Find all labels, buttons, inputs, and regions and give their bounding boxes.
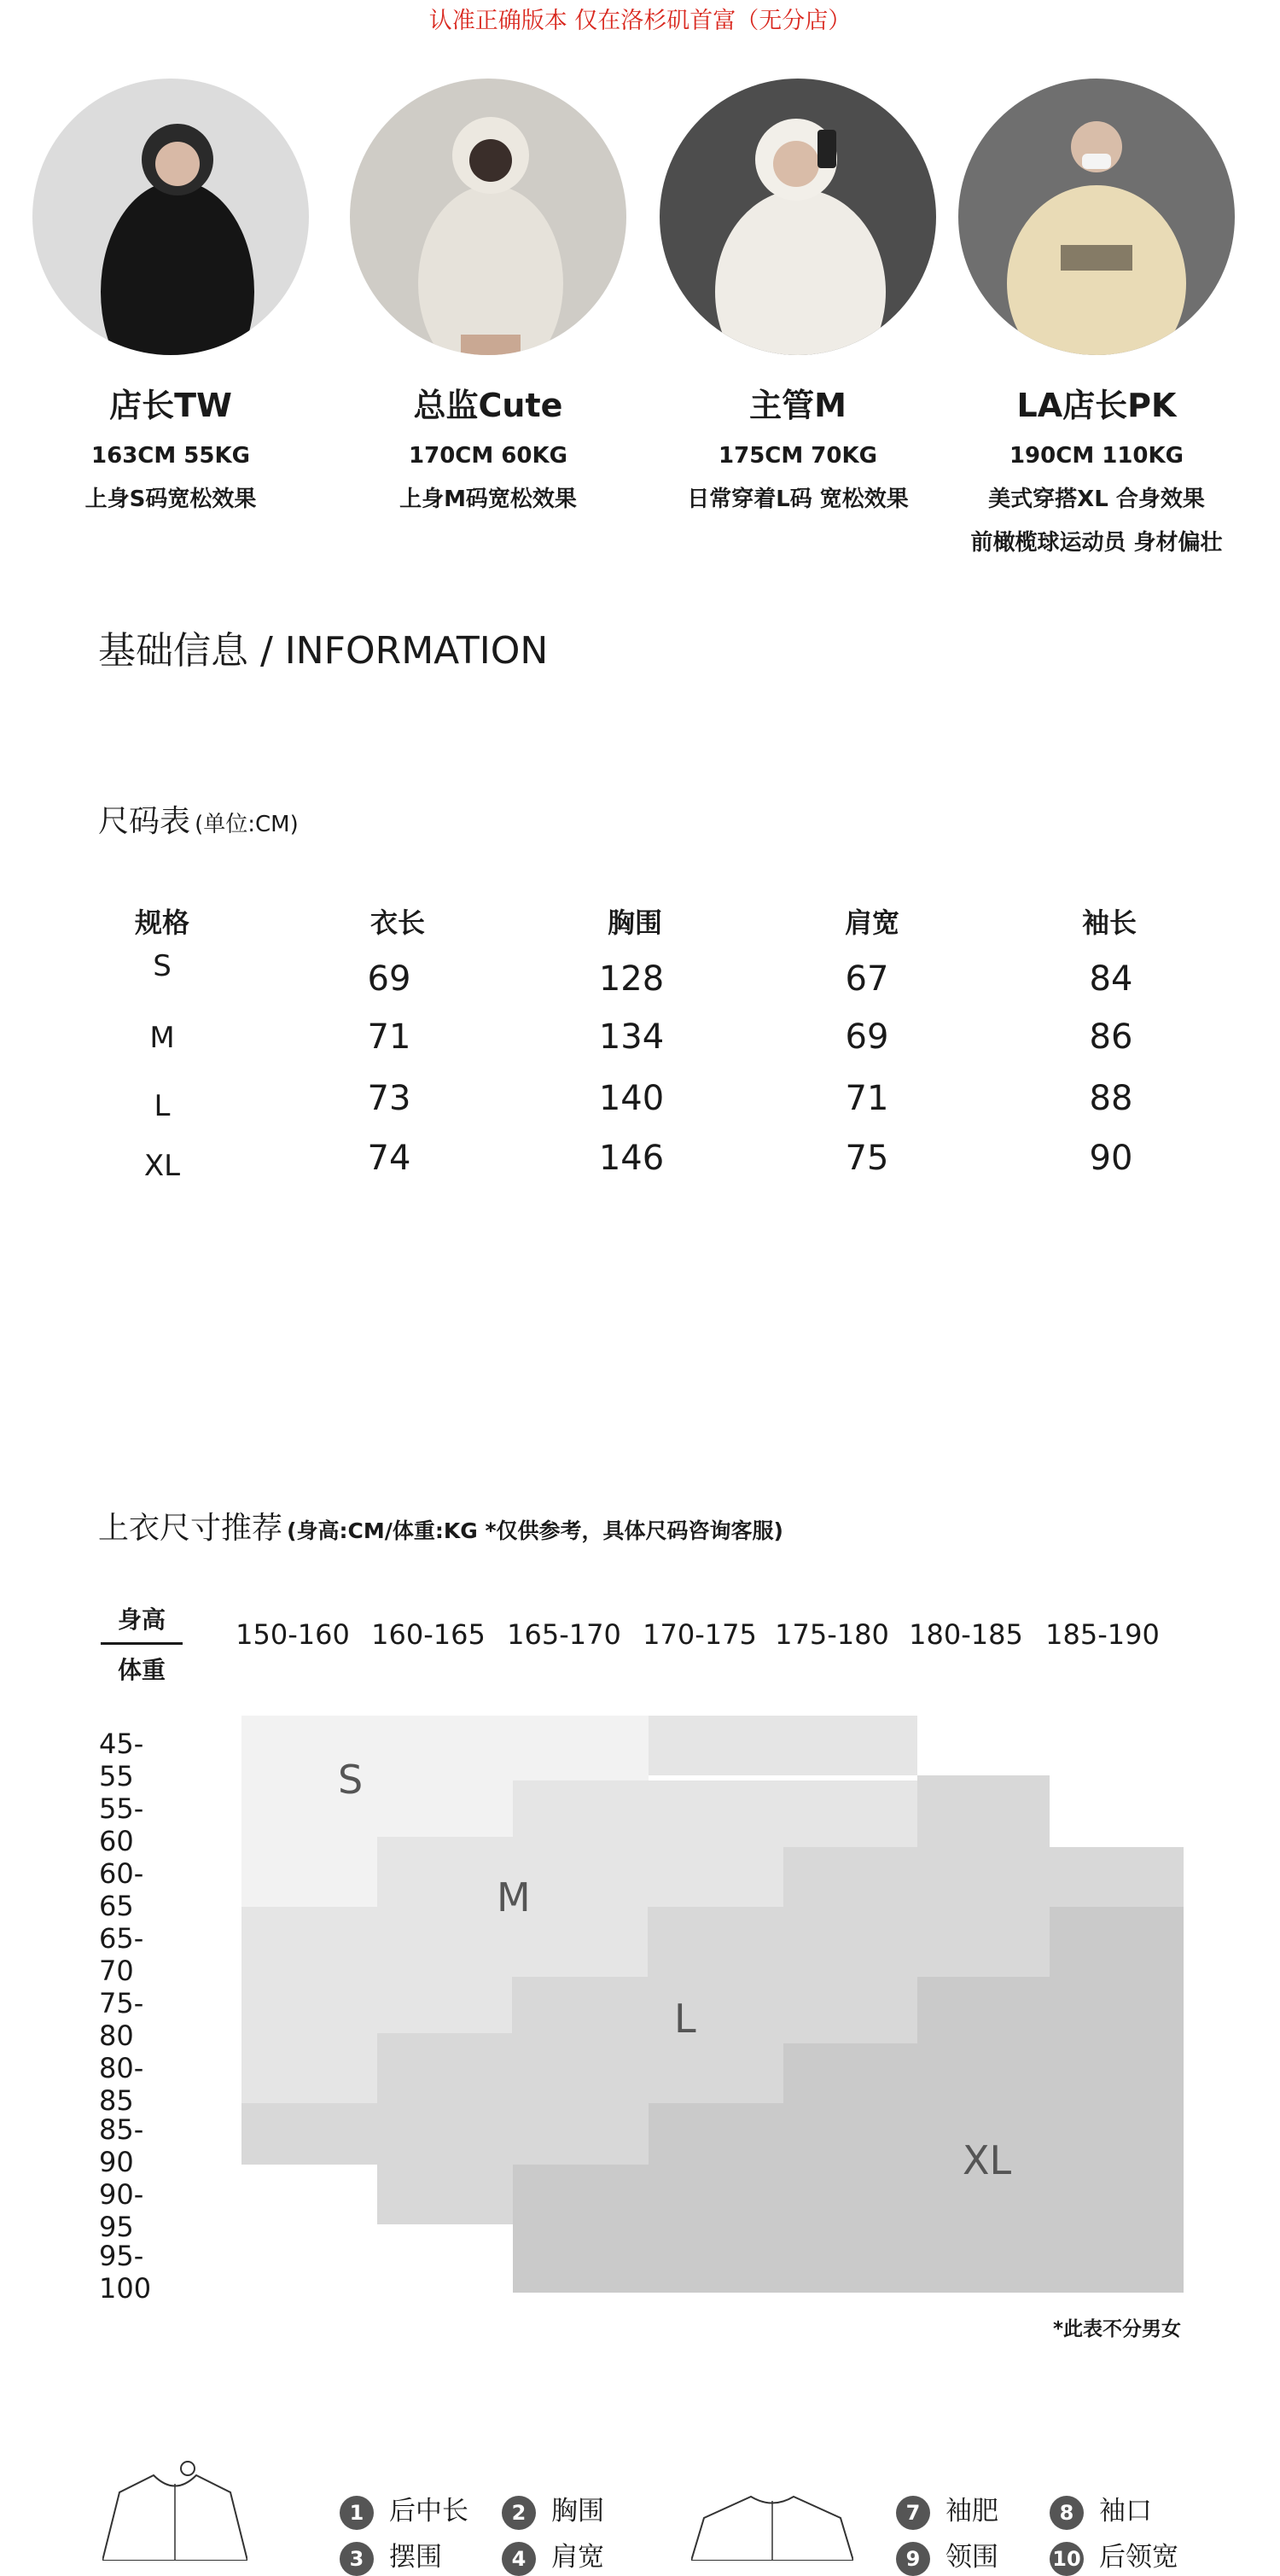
measure-number: 8: [1050, 2496, 1084, 2530]
zone-l-block: [377, 2033, 783, 2103]
table-cell: 88: [1089, 1079, 1133, 1118]
weight-range: 95-100: [99, 2240, 152, 2305]
measure-number: 9: [896, 2542, 930, 2576]
measure-number: 10: [1050, 2542, 1084, 2576]
zone-xl-block: [513, 2165, 1184, 2293]
corner-height-label: 身高: [117, 1606, 166, 1634]
grid-corner: [101, 1601, 183, 1686]
measure-number: 1: [340, 2496, 374, 2530]
measure-label: [340, 2489, 468, 2530]
model-note: 上身M码宽松效果: [399, 487, 577, 513]
table-header-cell: 胸围: [607, 906, 662, 939]
zone-xl-label: XL: [963, 2137, 1012, 2183]
model-note: 日常穿着L码 宽松效果: [687, 487, 909, 513]
height-range: 170-175: [643, 1618, 757, 1651]
model-note: 美式穿搭XL 合身效果: [988, 487, 1205, 513]
table-cell: 69: [367, 959, 411, 999]
zone-s-block: [241, 1716, 649, 1780]
recommend-title: 上衣尺寸推荐: [98, 1511, 283, 1546]
measure-text: 胸围: [551, 2496, 604, 2526]
table-cell: XL: [143, 1149, 181, 1183]
table-cell: L: [154, 1089, 171, 1123]
table-cell: 86: [1089, 1017, 1133, 1057]
footnote: *此表不分男女: [1053, 2318, 1182, 2340]
table-cell: 84: [1089, 959, 1133, 999]
table-header-cell: 袖长: [1081, 906, 1137, 939]
table-cell: 146: [598, 1139, 665, 1178]
table-cell: 128: [598, 959, 665, 999]
measure-label: [502, 2535, 604, 2576]
measure-label: [340, 2535, 442, 2576]
measure-number: 7: [896, 2496, 930, 2530]
table-cell: 73: [367, 1079, 411, 1118]
front-garment-diagram: [102, 2458, 247, 2561]
weight-range: 75-80: [99, 1987, 144, 2052]
recommend-heading: [98, 1504, 783, 1547]
measure-text: 后中长: [389, 2496, 468, 2526]
zone-m-block: [241, 2033, 377, 2103]
model-stats: 163CM 55KG: [91, 443, 250, 469]
measure-label: [1050, 2535, 1178, 2576]
table-cell: S: [153, 949, 172, 983]
weight-range: 90-95: [99, 2178, 144, 2243]
back-garment-diagram: [691, 2492, 853, 2561]
measure-number: 2: [502, 2496, 536, 2530]
zone-m-block: [649, 1716, 917, 1775]
size-table-unit: (单位:CM): [195, 812, 299, 837]
zone-m-label: M: [497, 1874, 531, 1920]
model-name: 店长TW: [109, 387, 232, 424]
measure-text: 袖肥: [945, 2496, 998, 2526]
table-cell: M: [149, 1021, 175, 1055]
table-cell: 90: [1089, 1139, 1133, 1178]
measure-text: 领围: [945, 2542, 998, 2573]
height-range: 165-170: [507, 1618, 621, 1651]
measure-number: 4: [502, 2542, 536, 2576]
table-cell: 74: [367, 1139, 411, 1178]
zone-m-block: [377, 1837, 783, 1907]
table-cell: 71: [367, 1017, 411, 1057]
measure-text: 袖口: [1099, 2496, 1152, 2526]
table-cell: 67: [845, 959, 889, 999]
measure-label: [896, 2535, 998, 2576]
corner-weight-label: 体重: [117, 1656, 166, 1684]
measure-text: 后领宽: [1099, 2542, 1178, 2573]
measure-label: [502, 2489, 604, 2530]
table-header-cell: 规格: [134, 906, 189, 939]
recommend-subtitle: (身高:CM/体重:KG *仅供参考，具体尺码咨询客服): [287, 1518, 783, 1543]
model-note-2: 前橄榄球运动员 身材偏壮: [970, 530, 1223, 557]
zone-l-block: [783, 1847, 1184, 1907]
zone-l-block: [241, 2103, 649, 2165]
weight-range: 55-60: [99, 1792, 144, 1857]
table-cell: 134: [598, 1017, 665, 1057]
zone-s-label: S: [338, 1757, 364, 1803]
top-banner: 认准正确版本 仅在洛杉矶首富（无分店）: [428, 8, 852, 34]
weight-range: 65-70: [99, 1922, 144, 1987]
model-stats: 170CM 60KG: [409, 443, 567, 469]
zone-l-label: L: [674, 1996, 696, 2042]
model-stats: 190CM 110KG: [1009, 443, 1184, 469]
measure-text: 肩宽: [551, 2542, 604, 2573]
zone-xl-block: [783, 2043, 1184, 2103]
measure-text: 摆围: [389, 2542, 442, 2573]
model-name: 主管M: [749, 387, 847, 424]
height-range: 150-160: [236, 1618, 350, 1651]
table-cell: 75: [845, 1139, 889, 1178]
weight-range: 60-65: [99, 1857, 144, 1922]
measure-number: 3: [340, 2542, 374, 2576]
model-name: 总监Cute: [413, 387, 563, 424]
model-name: LA店长PK: [1016, 387, 1177, 424]
table-cell: 140: [598, 1079, 665, 1118]
table-cell: 69: [845, 1017, 889, 1057]
height-range: 185-190: [1045, 1618, 1160, 1651]
measure-label: [1050, 2489, 1152, 2530]
weight-range: 85-90: [99, 2113, 144, 2178]
weight-range: 45-55: [99, 1728, 144, 1792]
zone-xl-block: [649, 2103, 1184, 2165]
weight-range: 80-85: [99, 2052, 144, 2117]
corner-divider: [101, 1642, 183, 1645]
zone-l-block: [917, 1775, 1050, 1847]
model-stats: 175CM 70KG: [719, 443, 877, 469]
model-note: 上身S码宽松效果: [84, 487, 257, 513]
zone-m-block: [241, 1907, 648, 1977]
zone-s-block: [241, 1837, 377, 1907]
zone-s-block: [241, 1780, 513, 1837]
height-range: 180-185: [909, 1618, 1023, 1651]
size-table-title: 尺码表: [98, 804, 191, 839]
table-header-cell: 肩宽: [844, 906, 899, 939]
height-range: 175-180: [775, 1618, 889, 1651]
info-section-title: 基础信息 / INFORMATION: [98, 629, 549, 673]
zone-l-block: [377, 2165, 513, 2224]
zone-l-block: [648, 1907, 1050, 1977]
zone-xl-block: [917, 1977, 1184, 2043]
measure-label: [896, 2489, 998, 2530]
zone-m-block: [241, 1977, 512, 2033]
zone-xl-block: [1050, 1907, 1184, 1977]
table-header-cell: 衣长: [369, 906, 425, 939]
table-cell: 71: [845, 1079, 889, 1118]
height-range: 160-165: [371, 1618, 486, 1651]
